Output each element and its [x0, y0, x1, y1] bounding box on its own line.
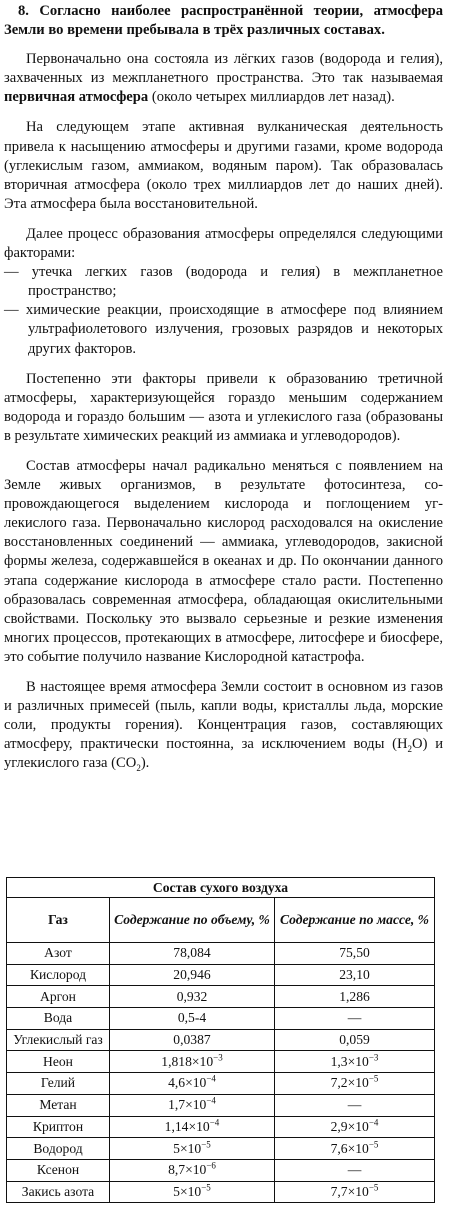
cell-gas	[7, 1094, 110, 1116]
cell-gas-value: Аргон	[40, 988, 76, 1004]
cell-volume	[110, 1116, 275, 1138]
cell-volume-value: 4,6×10	[168, 1075, 207, 1091]
cell-gas	[7, 1116, 110, 1138]
cell-mass	[275, 1094, 435, 1116]
table-caption: Состав сухого воздуха	[7, 878, 435, 898]
cell-volume	[110, 1029, 275, 1051]
table-row	[7, 1159, 435, 1181]
cell-volume	[110, 1094, 275, 1116]
cell-mass	[275, 1029, 435, 1051]
column-header-mass: Содержание по массе, %	[275, 898, 435, 943]
cell-mass	[275, 943, 435, 965]
cell-mass-value: 0,059	[339, 1032, 370, 1048]
cell-volume	[110, 1159, 275, 1181]
table-caption-row	[7, 878, 435, 898]
p6-formula-co: O) и углекислого газа (CO	[4, 736, 443, 772]
cell-mass-exponent: −5	[368, 1073, 379, 1084]
cell-gas-value: Ксенон	[36, 1162, 80, 1178]
table-row	[7, 964, 435, 986]
cell-volume-exponent: −5	[201, 1182, 211, 1193]
cell-mass-exponent: −3	[368, 1052, 379, 1063]
cell-volume-value: 8,7×10	[168, 1162, 207, 1178]
cell-mass-value: 2,9×10	[330, 1118, 369, 1134]
cell-mass	[275, 1116, 435, 1138]
cell-volume	[110, 1138, 275, 1160]
cell-gas-value: Закись азота	[21, 1183, 95, 1199]
p6-text-close: ).	[140, 755, 150, 772]
p1-highlight: первичная атмосфера	[4, 89, 149, 106]
cell-volume-value: 0,0387	[173, 1032, 211, 1048]
cell-volume-exponent: −6	[206, 1160, 216, 1171]
cell-mass-exponent: −4	[368, 1117, 379, 1128]
cell-gas-value: Азот	[44, 945, 72, 961]
cell-volume	[110, 1051, 275, 1073]
cell-gas	[7, 986, 110, 1008]
cell-mass	[275, 964, 435, 986]
cell-gas	[7, 1073, 110, 1095]
cell-volume	[110, 964, 275, 986]
dry-air-composition-table	[6, 877, 435, 1203]
table-row	[7, 1029, 435, 1051]
table-row	[7, 1051, 435, 1073]
table-row	[7, 1073, 435, 1095]
cell-mass-value: —	[347, 1010, 362, 1026]
p1-text-after: (около четырех миллиардов лет назад).	[148, 89, 395, 106]
cell-gas	[7, 964, 110, 986]
p6-subscript: 2	[136, 763, 141, 774]
cell-gas-value: Кислород	[29, 967, 87, 983]
cell-mass-value: —	[347, 1162, 362, 1178]
intro-text: Согласно наиболее распространённой теории, атмосфера Земли во времени пребывала в трёх различных составах.	[4, 3, 443, 39]
cell-volume-value: 0,932	[176, 988, 208, 1004]
p1-text-before: Первоначально она состояла из лёгких газов (водорода и гелия), захваченных из межпланетного пространства. Это так называемая	[4, 51, 443, 87]
cell-gas	[7, 1181, 110, 1203]
cell-gas	[7, 1051, 110, 1073]
cell-gas-value: Неон	[43, 1053, 73, 1069]
cell-volume-value: 78,084	[173, 945, 211, 961]
table-row	[7, 943, 435, 965]
cell-mass-exponent: −5	[368, 1182, 379, 1193]
table-row	[7, 986, 435, 1008]
cell-mass	[275, 1073, 435, 1095]
cell-volume-value: 1,14×10	[164, 1118, 210, 1134]
cell-volume	[110, 943, 275, 965]
tertiary-atmosphere-paragraph: Постепенно эти факторы привели к образованию третичной атмосферы, характеризующейся гораздо меньшим содержанием водорода и гораздо большим — азота и углекислого газа (образованы в результате химических реакций из аммиака и углеводородов).	[4, 370, 443, 444]
cell-mass-value: 7,7×10	[330, 1183, 369, 1199]
cell-gas	[7, 1008, 110, 1030]
table-row	[7, 1181, 435, 1203]
table-row	[7, 1008, 435, 1030]
cell-volume-exponent: −5	[201, 1139, 211, 1149]
factor-item: — химические реакции, происходящие в атмосфере под влиянием ультрафиолетового излучения, грозовых разрядов и некоторых других факторов.	[4, 302, 443, 357]
cell-mass-value: 1,286	[339, 988, 370, 1004]
column-header-gas: Газ	[7, 898, 110, 943]
column-header-volume: Содержание по объему, %	[110, 898, 275, 943]
cell-volume-value: 5×10	[173, 1140, 202, 1156]
cell-mass-value: 7,6×10	[330, 1140, 369, 1156]
oxygen-catastrophe-paragraph: Состав атмосферы начал радикально меняться с появлением на Земле живых организмов, в результате фотосинтеза, сопровождающегося выделением кислорода и поглощением углекислого газа. Первоначально кислород расходовался на окисление восстановленных соединений — аммиака, углеводородов, закисной формы железа, содержавшейся в океанах и др. По окончании данного этапа содержание кислорода в атмосфере стало расти. Постепенно образовалась современная атмосфера, обладающая окислительными свойствами. Поскольку это вызвало серьезные и резкие изменения многих процессов, протекающих в атмосфере, литосфере и биосфере, это событие получило название Кислородной катастрофа.	[4, 457, 443, 665]
p6-formula-h: H	[397, 736, 408, 753]
cell-mass	[275, 1181, 435, 1203]
p6-text: В настоящее время атмосфера Земли состоит в основном из газов и различных примесей (пыль, капли воды, кристаллы льда, морские соли, продукты горения). Концентрация газов, составляющих атмосферу, практически постоянна, за исключением воды (	[4, 679, 443, 753]
current-atmosphere-paragraph	[4, 678, 443, 773]
cell-mass	[275, 1051, 435, 1073]
cell-gas-value: Метан	[39, 1097, 77, 1113]
intro-paragraph	[4, 2, 443, 40]
primary-atmosphere-paragraph	[4, 50, 443, 107]
cell-mass-value: —	[347, 1097, 362, 1113]
p6-subscript: 2	[407, 744, 413, 755]
cell-mass-exponent: −5	[368, 1139, 379, 1149]
cell-mass-value: 1,3×10	[330, 1053, 369, 1069]
cell-volume	[110, 986, 275, 1008]
cell-volume-value: 0,5-4	[177, 1010, 207, 1026]
cell-volume-exponent: −4	[209, 1117, 220, 1128]
cell-mass-value: 23,10	[339, 967, 370, 983]
cell-volume-exponent: −4	[206, 1073, 216, 1084]
factor-item: — утечка легких газов (водорода и гелия) в межпланетное пространство;	[4, 264, 443, 300]
cell-mass	[275, 1138, 435, 1160]
question-number: 8.	[18, 3, 29, 19]
cell-volume-value: 1,7×10	[168, 1097, 207, 1113]
cell-gas-value: Углекислый газ	[13, 1032, 103, 1048]
cell-gas	[7, 1029, 110, 1051]
factors-intro-paragraph: Далее процесс образования атмосферы определялся следующими факторами:	[4, 225, 443, 262]
cell-volume-value: 20,946	[173, 967, 211, 983]
secondary-atmosphere-paragraph: На следующем этапе активная вулканическая деятельность привела к насыщению атмосферы и другими газами, кроме водорода (углекислым газом, аммиаком, водяным паром). Так образовалась вторичная атмосфера (около трех миллиардов лет до наших дней). Эта атмосфера была восстановительной.	[4, 119, 443, 212]
cell-gas	[7, 1138, 110, 1160]
cell-mass	[275, 1159, 435, 1181]
table-body	[7, 943, 435, 1203]
cell-mass	[275, 986, 435, 1008]
cell-volume-exponent: −3	[213, 1052, 223, 1063]
cell-gas	[7, 1159, 110, 1181]
cell-mass-value: 75,50	[339, 945, 370, 961]
table-header-row	[7, 898, 435, 943]
table-row	[7, 1138, 435, 1160]
table-row	[7, 1094, 435, 1116]
cell-gas-value: Водород	[33, 1140, 83, 1156]
cell-gas-value: Криптон	[32, 1118, 84, 1134]
cell-gas-value: Вода	[43, 1010, 73, 1026]
cell-volume	[110, 1181, 275, 1203]
table-row	[7, 1116, 435, 1138]
cell-mass-value: 7,2×10	[330, 1075, 369, 1091]
cell-gas	[7, 943, 110, 965]
cell-volume-exponent: −4	[206, 1095, 216, 1106]
cell-volume-value: 1,818×10	[161, 1053, 214, 1069]
cell-volume	[110, 1008, 275, 1030]
cell-volume	[110, 1073, 275, 1095]
cell-gas-value: Гелий	[40, 1075, 76, 1091]
cell-mass	[275, 1008, 435, 1030]
cell-volume-value: 5×10	[173, 1183, 202, 1199]
